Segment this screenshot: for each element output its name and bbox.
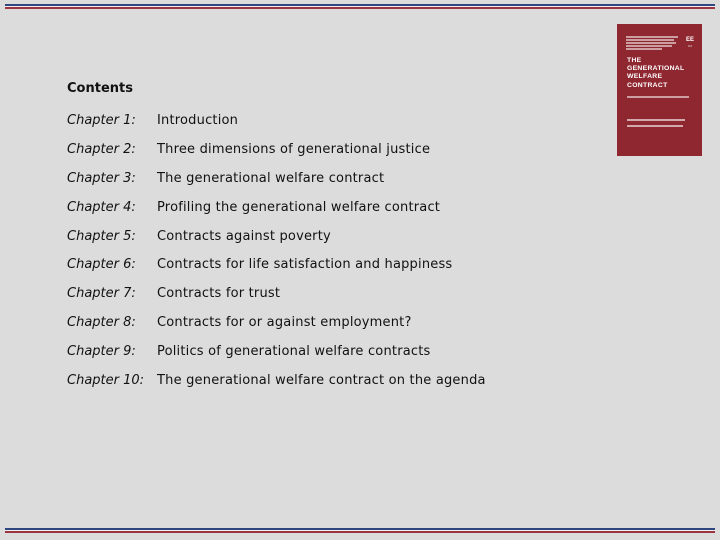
chapter-number: Chapter 1:	[67, 112, 136, 128]
chapter-number: Chapter 6:	[67, 257, 136, 273]
chapter-entry	[67, 222, 486, 251]
book-cover-image	[617, 24, 702, 156]
chapter-title: Profiling the generational welfare contract	[157, 199, 441, 215]
chapter-title: Contracts for trust	[157, 286, 281, 302]
cover-author-line-1	[627, 119, 685, 121]
chapter-number: Chapter 2:	[67, 141, 136, 157]
chapter-number: Chapter 3:	[67, 170, 136, 186]
bottom-rule-red-line	[5, 531, 715, 533]
chapter-list	[67, 106, 486, 395]
bottom-rule	[5, 528, 715, 534]
chapter-entry	[67, 279, 486, 308]
cover-subtitle-line	[627, 96, 689, 98]
chapter-title: Three dimensions of generational justice	[157, 141, 431, 157]
cover-blurb-lines	[626, 36, 678, 51]
chapter-entry	[67, 337, 486, 366]
chapter-number: Chapter 8:	[67, 315, 136, 331]
chapter-number: Chapter 7:	[67, 286, 136, 302]
cover-author-line-2	[627, 125, 683, 127]
cover-title: THE GENERATIONAL WELFARE CONTRACT	[627, 57, 685, 89]
chapter-entry	[67, 164, 486, 193]
publisher-logo: EE •••	[685, 37, 694, 48]
chapter-title: Contracts for life satisfaction and happiness	[157, 257, 453, 273]
chapter-entry	[67, 308, 486, 337]
chapter-number: Chapter 9:	[67, 344, 136, 360]
chapter-entry	[67, 366, 486, 395]
chapter-title: Contracts for or against employment?	[157, 315, 412, 331]
chapter-title: Introduction	[157, 112, 239, 128]
top-rule-red-line	[5, 7, 715, 9]
chapter-title: The generational welfare contract	[157, 170, 385, 186]
chapter-number: Chapter 10:	[67, 372, 145, 388]
chapter-number: Chapter 4:	[67, 199, 136, 215]
contents-heading: Contents	[67, 81, 133, 96]
top-rule	[5, 4, 715, 10]
chapter-title: Politics of generational welfare contracts	[157, 344, 431, 360]
chapter-entry	[67, 250, 486, 279]
chapter-number: Chapter 5:	[67, 228, 136, 244]
chapter-title: The generational welfare contract on the agenda	[157, 372, 486, 388]
chapter-entry	[67, 193, 486, 222]
chapter-entry	[67, 135, 486, 164]
chapter-entry	[67, 106, 486, 135]
chapter-title: Contracts against poverty	[157, 228, 331, 244]
